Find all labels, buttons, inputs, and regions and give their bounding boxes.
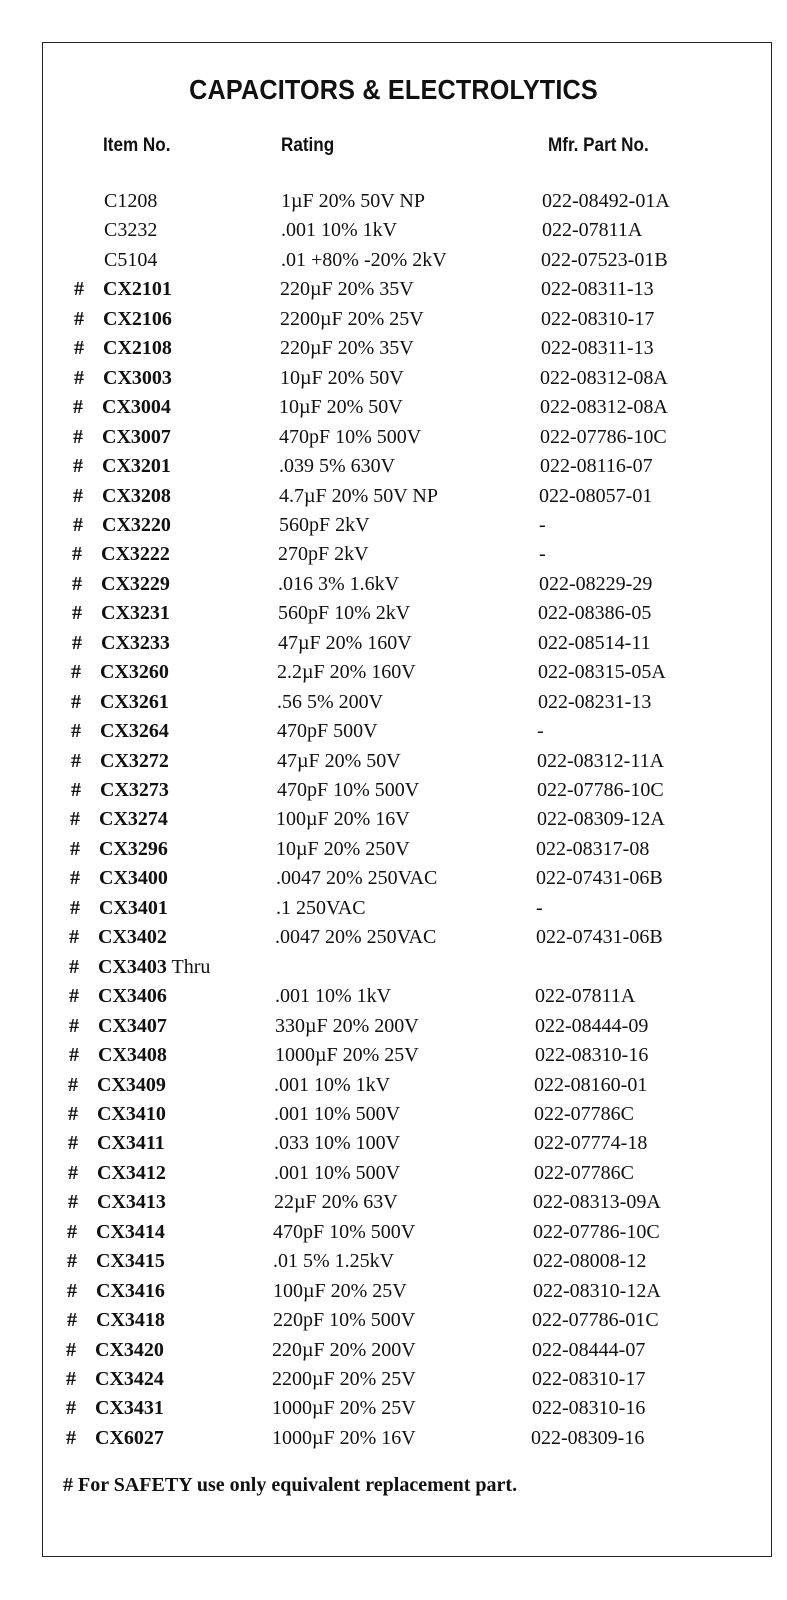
part-no-cell: 022-07786-01C	[532, 1309, 659, 1332]
rating-cell: 220pF 10% 500V	[273, 1309, 416, 1332]
rating-cell: 330µF 20% 200V	[275, 1014, 419, 1037]
rating-cell: .1 250VAC	[276, 896, 366, 919]
safety-mark: #	[68, 1191, 78, 1214]
item-no-cell: CX3222	[101, 543, 170, 566]
safety-mark: #	[69, 985, 79, 1008]
part-no-cell: 022-08311-13	[541, 278, 654, 301]
part-no-cell: 022-08312-08A	[540, 366, 668, 389]
table-row	[0, 1012, 787, 1040]
rating-cell: 560pF 2kV	[279, 513, 370, 536]
table-row	[0, 1365, 787, 1393]
part-no-cell: 022-08008-12	[533, 1250, 647, 1273]
rating-cell: 470pF 10% 500V	[277, 779, 420, 801]
item-no-cell: CX3233	[101, 631, 170, 654]
item-no-cell: CX3424	[95, 1368, 164, 1390]
safety-mark: #	[72, 543, 82, 566]
item-no-cell: CX6027	[95, 1426, 164, 1449]
table-row	[0, 1041, 787, 1069]
rating-cell: 1000µF 20% 16V	[272, 1426, 416, 1449]
part-no-cell: 022-08514-11	[538, 631, 651, 654]
item-no-cell: CX3416	[96, 1279, 165, 1302]
safety-mark: #	[70, 808, 80, 831]
item-no-cell: CX3274	[99, 808, 168, 831]
safety-mark: #	[68, 1132, 78, 1155]
table-row	[0, 1336, 787, 1364]
rating-cell: .001 10% 1kV	[275, 985, 392, 1008]
part-no-cell: 022-08310-17	[541, 307, 655, 330]
part-no-cell: -	[539, 513, 546, 536]
safety-mark: #	[71, 749, 81, 772]
part-no-cell: 022-08057-01	[539, 484, 653, 507]
table-row	[0, 1306, 787, 1334]
rating-cell: .001 10% 1kV	[274, 1073, 391, 1096]
header-mfr-part-no: Mfr. Part No.	[548, 135, 649, 156]
rating-cell: .033 10% 100V	[274, 1132, 401, 1155]
safety-mark: #	[68, 1073, 78, 1096]
rating-cell: .01 +80% -20% 2kV	[281, 248, 447, 271]
part-no-cell: 022-08310-17	[532, 1368, 646, 1390]
table-row	[0, 835, 787, 863]
table-row	[0, 452, 787, 480]
rating-cell: 4.7µF 20% 50V NP	[279, 484, 438, 507]
safety-mark: #	[69, 926, 79, 949]
part-no-cell: -	[537, 720, 544, 743]
table-row	[0, 923, 787, 951]
item-no-cell: CX3003	[103, 366, 172, 389]
rating-cell: 220µF 20% 35V	[280, 278, 414, 301]
safety-mark: #	[66, 1426, 76, 1449]
part-no-cell: 022-08492-01A	[542, 190, 670, 212]
part-no-cell: 022-08229-29	[539, 572, 653, 595]
table-row	[0, 393, 787, 421]
table-row	[0, 1277, 787, 1305]
part-no-cell: 022-07811A	[535, 985, 636, 1008]
table-row	[0, 658, 787, 686]
part-no-cell: 022-08309-16	[531, 1426, 645, 1449]
item-no-cell: CX3296	[99, 837, 168, 860]
rating-cell: 470pF 10% 500V	[273, 1220, 416, 1243]
rating-cell: 1000µF 20% 25V	[275, 1044, 419, 1067]
item-no-cell: CX3260	[100, 661, 169, 684]
table-row	[0, 511, 787, 539]
safety-mark: #	[66, 1368, 76, 1390]
rating-cell: 1000µF 20% 25V	[272, 1397, 416, 1420]
item-no-cell: CX3420	[95, 1338, 164, 1361]
rating-cell: .0047 20% 250VAC	[276, 867, 438, 890]
header-rating: Rating	[281, 135, 335, 156]
rating-cell: .039 5% 630V	[279, 455, 396, 478]
safety-mark: #	[70, 867, 80, 890]
item-no-cell: CX3401	[99, 896, 168, 919]
part-no-cell: 022-07786-10C	[533, 1220, 660, 1243]
item-no-cell: CX3406	[98, 985, 167, 1008]
part-no-cell: 022-08444-07	[532, 1338, 646, 1361]
part-no-cell: 022-07786-10C	[537, 779, 664, 801]
item-no-cell: CX3273	[100, 779, 169, 801]
part-no-cell: 022-07523-01B	[541, 248, 668, 271]
item-no-cell: CX3410	[97, 1102, 166, 1125]
safety-mark: #	[69, 955, 79, 978]
rating-cell: 22µF 20% 63V	[274, 1191, 398, 1214]
item-no-cell: CX2106	[103, 307, 172, 330]
rating-cell: 470pF 10% 500V	[279, 425, 422, 448]
safety-mark: #	[71, 720, 81, 743]
table-row	[0, 805, 787, 833]
item-no-cell: CX3264	[100, 720, 169, 743]
thru-label: Thru	[166, 955, 211, 978]
item-no-cell: CX3413	[97, 1191, 166, 1214]
table-row	[0, 864, 787, 892]
table-row	[0, 570, 787, 598]
item-no-cell: CX3201	[102, 455, 171, 478]
safety-mark: #	[73, 425, 83, 448]
part-no-cell: 022-08313-09A	[533, 1191, 661, 1214]
header-item-no: Item No.	[103, 135, 171, 156]
table-row	[0, 688, 787, 716]
table-row	[0, 423, 787, 451]
rating-cell: 10µF 20% 250V	[276, 837, 410, 860]
part-no-cell: 022-08310-12A	[533, 1279, 661, 1302]
safety-mark: #	[73, 484, 83, 507]
rating-cell: .0047 20% 250VAC	[275, 926, 437, 949]
rating-cell: 47µF 20% 50V	[277, 749, 401, 772]
rating-cell: 560pF 10% 2kV	[278, 602, 411, 625]
part-no-cell: 022-08315-05A	[538, 661, 666, 684]
safety-mark: #	[74, 278, 84, 301]
part-no-cell: 022-08309-12A	[537, 808, 665, 831]
rating-cell: 220µF 20% 200V	[272, 1338, 416, 1361]
table-row	[0, 1188, 787, 1216]
part-no-cell: 022-08444-09	[535, 1014, 649, 1037]
item-no-cell: CX3272	[100, 749, 169, 772]
item-no-cell: CX3407	[98, 1014, 167, 1037]
item-no-cell: CX3409	[97, 1073, 166, 1096]
table-row	[0, 334, 787, 362]
rating-cell: .56 5% 200V	[277, 690, 384, 713]
safety-mark: #	[67, 1220, 77, 1243]
table-row	[0, 894, 787, 922]
part-no-cell: 022-07431-06B	[536, 926, 663, 949]
table-row	[0, 1394, 787, 1422]
safety-mark: #	[71, 779, 81, 801]
safety-mark: #	[70, 837, 80, 860]
rating-cell: 47µF 20% 160V	[278, 631, 412, 654]
item-no-cell: CX3400	[99, 867, 168, 890]
safety-mark: #	[74, 366, 84, 389]
safety-mark: #	[72, 631, 82, 654]
part-no-cell: 022-07786C	[534, 1161, 634, 1184]
part-no-cell: 022-07431-06B	[536, 867, 663, 890]
table-row	[0, 216, 787, 244]
part-no-cell: 022-08310-16	[532, 1397, 646, 1420]
item-no-cell: CX3261	[100, 690, 169, 713]
table-row	[0, 982, 787, 1010]
item-no-cell: CX3412	[97, 1161, 166, 1184]
table-row	[0, 717, 787, 745]
item-no-cell: CX3411	[97, 1132, 165, 1155]
item-no-cell: CX2101	[103, 278, 172, 301]
rating-cell: .001 10% 500V	[274, 1161, 401, 1184]
safety-mark: #	[71, 661, 81, 684]
rating-cell: .001 10% 500V	[274, 1102, 401, 1125]
safety-mark: #	[72, 572, 82, 595]
part-no-cell: 022-08310-16	[535, 1044, 649, 1067]
rating-cell: 10µF 20% 50V	[279, 396, 403, 419]
safety-mark: #	[73, 513, 83, 536]
table-row	[0, 953, 787, 981]
table-row	[0, 246, 787, 274]
table-row	[0, 1247, 787, 1275]
rating-cell: 470pF 500V	[277, 720, 378, 743]
part-no-cell: 022-07811A	[542, 219, 643, 242]
table-row	[0, 275, 787, 303]
table-row	[0, 482, 787, 510]
item-no-cell: CX3004	[102, 396, 171, 419]
item-no-cell: CX3231	[101, 602, 170, 625]
table-row	[0, 540, 787, 568]
safety-mark: #	[70, 896, 80, 919]
rating-cell: 100µF 20% 16V	[276, 808, 410, 831]
safety-mark: #	[73, 455, 83, 478]
rating-cell: 2200µF 20% 25V	[280, 307, 424, 330]
safety-mark: #	[71, 690, 81, 713]
rating-cell: .01 5% 1.25kV	[273, 1250, 395, 1273]
table-row	[0, 599, 787, 627]
rating-cell: 100µF 20% 25V	[273, 1279, 407, 1302]
safety-mark: #	[66, 1397, 76, 1420]
safety-mark: #	[74, 337, 84, 360]
part-no-cell: 022-08312-08A	[540, 396, 668, 419]
table-row	[0, 305, 787, 333]
table-row	[0, 776, 787, 804]
item-no-cell: CX3431	[95, 1397, 164, 1420]
table-row	[0, 747, 787, 775]
rating-cell: 2200µF 20% 25V	[272, 1368, 416, 1390]
table-row	[0, 1159, 787, 1187]
page-title: CAPACITORS & ELECTROLYTICS	[189, 74, 598, 105]
table-row	[0, 364, 787, 392]
part-no-cell: 022-08116-07	[540, 455, 653, 478]
item-no-cell: CX3402	[98, 926, 167, 949]
rating-cell: 1µF 20% 50V NP	[281, 190, 425, 212]
safety-mark: #	[73, 396, 83, 419]
rating-cell: .016 3% 1.6kV	[278, 572, 400, 595]
item-no-cell: CX3414	[96, 1220, 165, 1243]
item-no-cell: CX2108	[103, 337, 172, 360]
item-no-cell: CX3229	[101, 572, 170, 595]
safety-footnote: # For SAFETY use only equivalent replacement part.	[63, 1474, 518, 1496]
item-no-cell: CX3418	[96, 1309, 165, 1332]
item-no-cell: CX3403 Thru	[98, 955, 211, 978]
part-no-cell: 022-07786C	[534, 1102, 634, 1125]
table-row	[0, 1424, 787, 1452]
safety-mark: #	[69, 1044, 79, 1067]
rating-cell: 10µF 20% 50V	[280, 366, 404, 389]
item-no-cell: C3232	[104, 219, 158, 242]
part-no-cell: 022-08160-01	[534, 1073, 648, 1096]
safety-mark: #	[66, 1338, 76, 1361]
part-no-cell: 022-08312-11A	[537, 749, 665, 772]
part-no-cell: 022-08317-08	[536, 837, 650, 860]
part-no-cell: 022-07774-18	[534, 1132, 648, 1155]
rating-cell: 220µF 20% 35V	[280, 337, 414, 360]
item-no-cell: CX3220	[102, 513, 171, 536]
safety-mark: #	[68, 1161, 78, 1184]
rating-cell: 270pF 2kV	[278, 543, 369, 566]
safety-mark: #	[68, 1102, 78, 1125]
part-no-cell: 022-08231-13	[538, 690, 652, 713]
safety-mark: #	[67, 1279, 77, 1302]
part-no-cell: -	[539, 543, 546, 566]
part-no-cell: 022-08386-05	[538, 602, 652, 625]
table-row	[0, 629, 787, 657]
part-no-cell: -	[536, 896, 543, 919]
part-no-cell: 022-07786-10C	[540, 425, 667, 448]
item-no-cell: C5104	[104, 248, 158, 271]
table-row	[0, 1218, 787, 1246]
item-no-cell: CX3208	[102, 484, 171, 507]
safety-mark: #	[74, 307, 84, 330]
safety-mark: #	[67, 1309, 77, 1332]
item-no-cell: CX3415	[96, 1250, 165, 1273]
table-row	[0, 1129, 787, 1157]
table-row	[0, 187, 787, 215]
item-no-cell: CX3007	[102, 425, 171, 448]
table-row	[0, 1100, 787, 1128]
table-row	[0, 1071, 787, 1099]
safety-mark: #	[69, 1014, 79, 1037]
safety-mark: #	[72, 602, 82, 625]
rating-cell: 2.2µF 20% 160V	[277, 661, 416, 684]
part-no-cell: 022-08311-13	[541, 337, 654, 360]
item-no-cell: CX3408	[98, 1044, 167, 1067]
rating-cell: .001 10% 1kV	[281, 219, 398, 242]
item-no-cell: C1208	[104, 190, 158, 212]
safety-mark: #	[67, 1250, 77, 1273]
